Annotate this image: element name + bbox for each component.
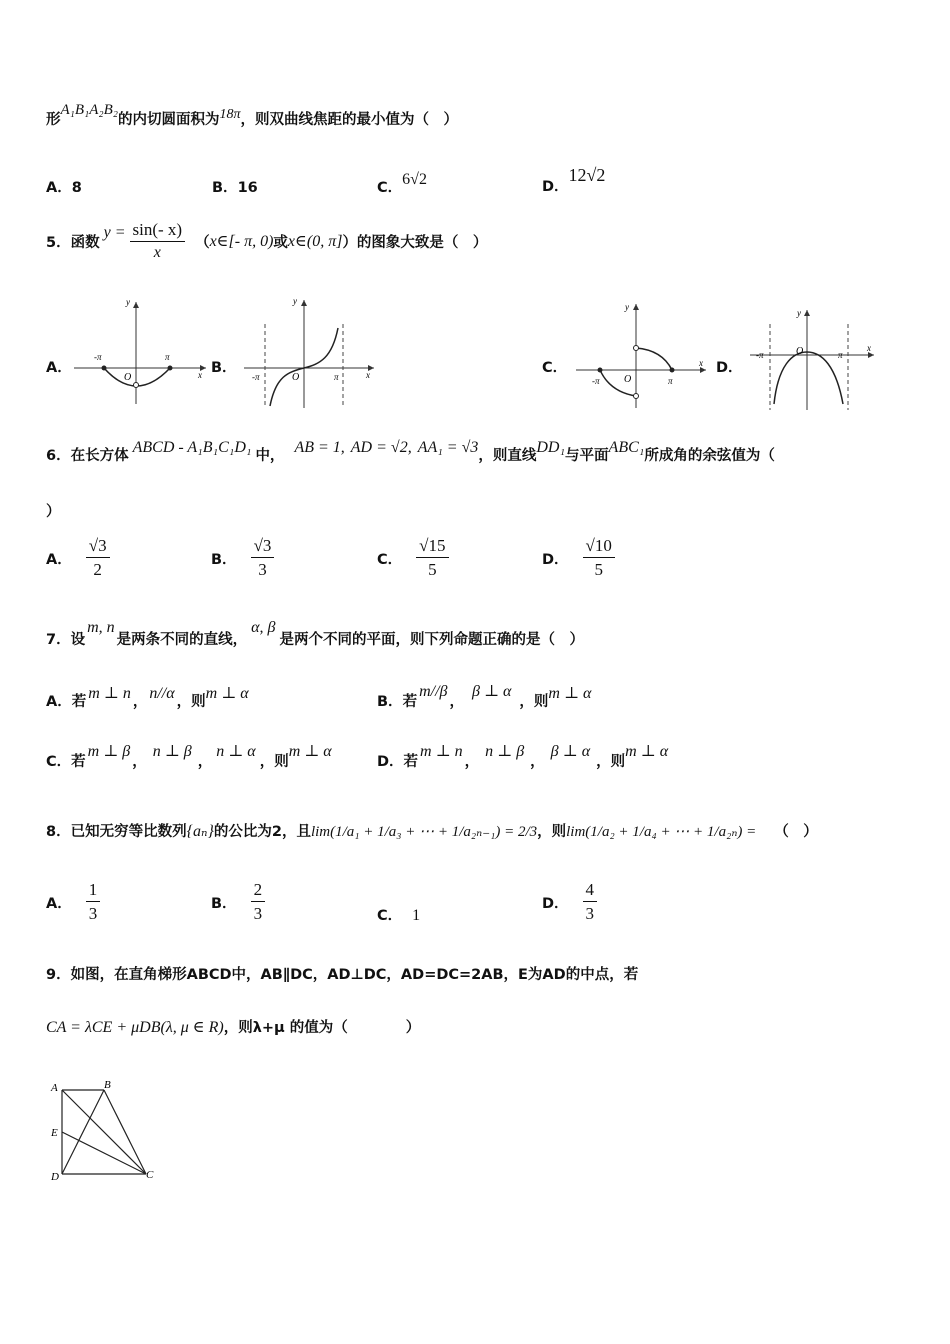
q5-option-c[interactable]: C． xyxy=(542,360,568,376)
svg-text:π: π xyxy=(668,376,673,386)
point-a-label: A xyxy=(51,1082,58,1094)
q4-option-c[interactable]: C．6√2 xyxy=(377,171,427,196)
q8-option-a[interactable]: A． $\frac{1}{3}$ xyxy=(46,880,100,924)
q4-area: 18π xyxy=(219,107,241,122)
q8-option-b[interactable]: B． $\frac{2}{3}$ xyxy=(211,880,265,924)
q9-trapezoid-figure xyxy=(46,1074,166,1188)
point-b-label: B xyxy=(104,1079,111,1091)
q5-domain1: x∈[- π, 0) xyxy=(209,233,274,250)
svg-text:O: O xyxy=(292,372,300,383)
x-axis-label: x xyxy=(198,370,202,380)
q6-solid: ABCD - A₁B₁C₁D₁ xyxy=(132,439,252,456)
neg-pi-label: -π xyxy=(94,352,102,362)
q6-stem-close: ） xyxy=(46,504,61,520)
q6-option-d[interactable]: D． $\frac{√10}{5}$ xyxy=(542,536,615,580)
q4-stem xyxy=(46,102,459,129)
q7-stem: 7．设m, n是两条不同的直线，α, β是两个不同的平面，则下列命题正确的是（ ） xyxy=(46,619,585,648)
svg-text:y: y xyxy=(625,302,629,312)
q5-graph-c[interactable] xyxy=(572,300,712,412)
y-axis-label: y xyxy=(126,297,130,307)
q6-option-a[interactable]: A． $\frac{√3}{2}$ xyxy=(46,536,110,580)
q5-option-b[interactable]: B． xyxy=(211,360,237,376)
q7-option-b[interactable]: B．若m//β，β ⊥ α，则m ⊥ α xyxy=(377,683,592,710)
origin-label: O xyxy=(124,372,132,383)
q5-option-d[interactable]: D． xyxy=(716,360,743,376)
q6-option-c[interactable]: C． $\frac{√15}{5}$ xyxy=(377,536,449,580)
q5-domain2: x∈(0, π] xyxy=(287,233,343,250)
q7-option-d[interactable]: D．若m ⊥ n，n ⊥ β，β ⊥ α，则m ⊥ α xyxy=(377,743,669,770)
svg-text:π: π xyxy=(334,372,339,382)
q4-stem-mid: 的内切圆面积为 xyxy=(118,112,220,128)
q9-stem-2: CA = λCE + μDB(λ, μ ∈ R)，则λ+μ 的值为（ ） xyxy=(46,1019,421,1036)
q7-option-c[interactable]: C．若m ⊥ β，n ⊥ β，n ⊥ α，则m ⊥ α xyxy=(46,743,332,770)
svg-text:y: y xyxy=(293,296,297,306)
svg-text:π: π xyxy=(838,350,843,360)
q5-graph-a[interactable] xyxy=(66,296,211,408)
q5-label: 函数 xyxy=(70,234,100,251)
point-d-label: D xyxy=(51,1171,59,1183)
q6-stem: 6．在长方体 ABCD - A₁B₁C₁D₁ 中， AB = 1, AD = √2, AA₁ = √3，则直线DD₁与平面ABC₁所成角的余弦值为（ xyxy=(46,439,775,464)
svg-text:O: O xyxy=(796,346,804,357)
svg-text:-π: -π xyxy=(756,350,764,360)
q8-seq: {aₙ} xyxy=(186,823,214,840)
q5-graph-b[interactable] xyxy=(240,296,380,412)
pi-label: π xyxy=(165,352,170,362)
q8-stem: 8．已知无穷等比数列{aₙ}的公比为2，且lim(1/a₁ + 1/a₃ + ⋯ + 1/a₂ₙ₋₁) = 2/3，则lim(1/a₂ + 1/a₄ + ⋯ + 1/a₂ₙ) = （ ） xyxy=(46,823,818,840)
q8-option-c[interactable]: C． 1 xyxy=(377,907,421,924)
q7-option-a[interactable]: A．若 m ⊥ n ， n//α ，则m ⊥ α xyxy=(46,685,249,710)
svg-text:O: O xyxy=(624,374,632,385)
q5-stem: 5． 函数 y = $\frac{\sin(- x)}{x}$ （ x∈[- π, 0) 或 x∈(0, π] ）的图象大致是（ ） xyxy=(46,220,488,261)
q6-option-b[interactable]: B． $\frac{√3}{3}$ xyxy=(211,536,274,580)
q8-lim1: lim(1/a₁ + 1/a₃ + ⋯ + 1/a₂ₙ₋₁) = 2/3 xyxy=(310,824,538,840)
q5-fn-lhs: y = xyxy=(103,224,126,241)
svg-text:x: x xyxy=(867,343,871,353)
q5-fn-fraction: $\frac{\sin(- x)}{x}$ xyxy=(130,220,186,262)
q4-option-d[interactable]: D．12√2 xyxy=(542,165,606,195)
q8-option-d[interactable]: D． $\frac{4}{3}$ xyxy=(542,880,597,924)
q4-stem-lead: 形 xyxy=(46,112,61,128)
svg-text:x: x xyxy=(366,370,370,380)
q9-formula: CA = λCE + μDB(λ, μ ∈ R) xyxy=(46,1019,224,1036)
q4-quad: A₁B₁A₂B₂ xyxy=(60,102,119,118)
q8-lim2: lim(1/a₂ + 1/a₄ + ⋯ + 1/a₂ₙ) = xyxy=(566,824,757,840)
q5-graph-d[interactable] xyxy=(746,306,880,414)
q5-option-a[interactable]: A． xyxy=(46,360,72,376)
q4-stem-end: ，则双曲线焦距的最小值为（ ） xyxy=(240,112,459,128)
q5-number: 5． xyxy=(46,234,71,251)
q4-option-b[interactable]: B．16 xyxy=(212,180,258,196)
svg-text:x: x xyxy=(699,358,703,368)
svg-text:-π: -π xyxy=(252,372,260,382)
svg-text:y: y xyxy=(797,308,801,318)
point-c-label: C xyxy=(146,1169,154,1181)
q4-option-a[interactable]: A．8 xyxy=(46,180,82,196)
q9-stem: 9．如图，在直角梯形ABCD中，AB∥DC，AD⊥DC，AD=DC=2AB，E为AD的中点，若 xyxy=(46,967,639,983)
svg-text:-π: -π xyxy=(592,376,600,386)
point-e-label: E xyxy=(51,1127,58,1139)
